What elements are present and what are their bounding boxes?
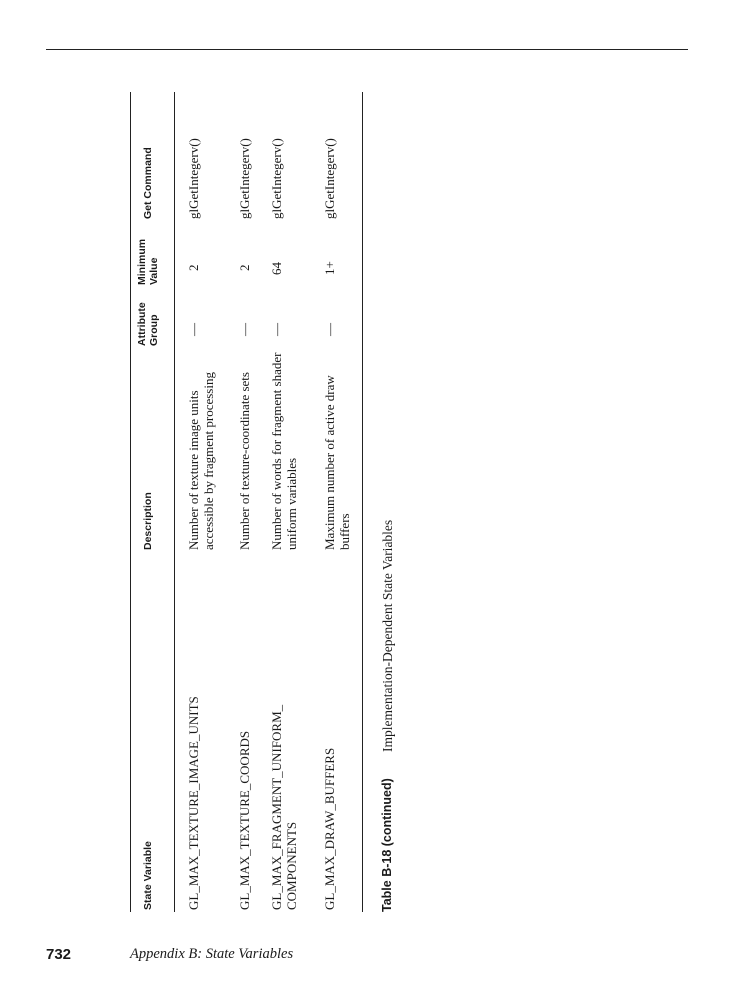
header-minimum-line2: Value xyxy=(148,257,160,285)
header-get-command: Get Command xyxy=(142,147,154,219)
row2-state-variable xyxy=(237,731,252,910)
header-attribute-line2: Group xyxy=(148,314,160,346)
table-bottom-rule xyxy=(362,92,363,912)
row3-get-command: glGetIntegerv() xyxy=(269,138,284,219)
row3-state-variable xyxy=(269,705,299,910)
row4-get-command: glGetIntegerv() xyxy=(322,138,337,219)
row1-minimum-value: 2 xyxy=(186,264,201,271)
header-rule xyxy=(46,49,688,50)
header-state-variable: State Variable xyxy=(142,841,154,910)
row4-desc-line2: buffers xyxy=(337,513,352,550)
row3-minimum-value: 64 xyxy=(269,262,284,275)
header-description: Description xyxy=(142,492,154,550)
row3-state-line1: GL_MAX_FRAGMENT_UNIFORM_ xyxy=(269,704,284,910)
row2-description xyxy=(237,372,252,550)
row1-state-line1: GL_MAX_TEXTURE_IMAGE_UNITS xyxy=(186,696,201,910)
row2-get-command: glGetIntegerv() xyxy=(237,138,252,219)
row1-attribute-group: — xyxy=(186,323,201,336)
row2-attribute-group: — xyxy=(237,323,252,336)
table-caption-text: Implementation-Dependent State Variables xyxy=(380,519,395,752)
row1-get-command: glGetIntegerv() xyxy=(186,138,201,219)
row4-state-line1: GL_MAX_DRAW_BUFFERS xyxy=(322,747,337,910)
row4-minimum-value: 1+ xyxy=(322,261,337,275)
row1-state-variable xyxy=(186,696,201,910)
table-caption-label: Table B-18 (continued) xyxy=(380,778,394,912)
header-attribute-line1: Attribute xyxy=(136,302,148,346)
rotated-table xyxy=(130,92,395,912)
row3-desc-line2: uniform variables xyxy=(284,457,299,550)
row2-desc-line1: Number of texture-coordinate sets xyxy=(237,372,252,550)
row4-attribute-group: — xyxy=(322,323,337,336)
running-title: Appendix B: State Variables xyxy=(130,946,294,962)
row1-description xyxy=(186,372,216,550)
table-top-rule xyxy=(130,92,131,912)
row3-state-line2: COMPONENTS xyxy=(284,821,299,910)
row1-desc-line1: Number of texture image units xyxy=(186,390,201,550)
header-attribute-group xyxy=(136,302,160,346)
row4-state-variable xyxy=(322,748,337,910)
row3-description xyxy=(269,353,299,550)
row4-desc-line1: Maximum number of active draw xyxy=(322,375,337,550)
row3-attribute-group: — xyxy=(269,323,284,336)
row3-desc-line1: Number of words for fragment shader xyxy=(269,352,284,550)
table-header-rule xyxy=(174,92,175,912)
header-minimum-line1: Minimum xyxy=(136,238,148,285)
row2-state-line1: GL_MAX_TEXTURE_COORDS xyxy=(237,730,252,910)
page-number: 732 xyxy=(46,946,72,963)
row2-minimum-value: 2 xyxy=(237,264,252,271)
row4-description xyxy=(322,375,352,550)
header-minimum-value xyxy=(136,239,160,285)
row1-desc-line2: accessible by fragment processing xyxy=(201,372,216,550)
